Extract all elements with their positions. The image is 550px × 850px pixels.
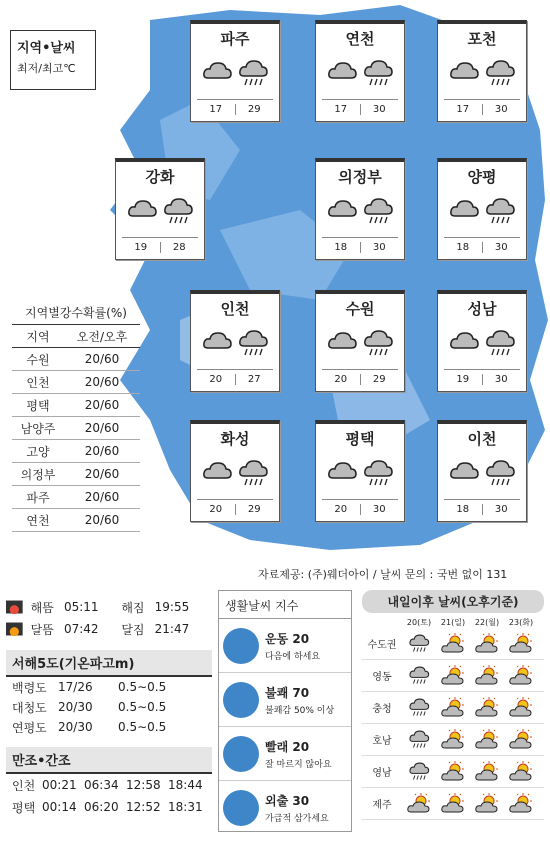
temp-max: 30: [494, 374, 508, 385]
forecast-cell: [402, 665, 436, 687]
sun-cloud-icon: [441, 793, 465, 815]
rain-cloud-icon: [484, 196, 516, 228]
sun-cloud-icon: [509, 793, 533, 815]
temp-max: 30: [372, 242, 386, 253]
future-forecast-panel: [362, 590, 544, 832]
temp-range: [197, 499, 273, 515]
sun-cloud-icon: [509, 697, 533, 719]
rain-region: 파주: [26, 490, 50, 505]
forecast-cell: [470, 729, 504, 751]
city-card: [437, 158, 527, 260]
city-name: 이천: [467, 430, 497, 448]
city-card: [437, 420, 527, 522]
legend-subtitle: 최저/최고℃: [17, 62, 76, 75]
weather-icons: [191, 58, 279, 92]
temp-range: [444, 237, 520, 253]
temp-min: 18: [444, 504, 483, 515]
forecast-cell: [504, 729, 538, 751]
rain-prob: 20/60: [84, 375, 120, 389]
wave-height: 0.5∼0.5: [118, 720, 167, 734]
future-region: 영남: [372, 768, 392, 779]
life-index-desc: 불쾌감 50% 이상: [265, 705, 335, 716]
city-name: 수원: [345, 300, 375, 318]
sun-cloud-icon: [475, 697, 499, 719]
shirt-icon: [223, 736, 259, 772]
rain-cloud-icon: [408, 729, 430, 751]
map-legend: [10, 30, 96, 90]
rain-cloud-icon: [408, 761, 430, 783]
life-index-item: [219, 781, 351, 835]
forecast-cell: [402, 729, 436, 751]
tide-time: 18:31: [168, 800, 203, 814]
temp-max: 27: [247, 374, 261, 385]
future-row: [362, 756, 544, 788]
temp-min: 18: [322, 242, 361, 253]
city-card: [190, 420, 280, 522]
city-card: [315, 158, 405, 260]
city-card: [315, 290, 405, 392]
sun-cloud-icon: [441, 729, 465, 751]
city-card: [437, 20, 527, 122]
rain-cloud-icon: [362, 58, 394, 90]
city-name: 연천: [345, 30, 375, 48]
weather-icons: [191, 328, 279, 362]
rain-region: 평택: [26, 398, 50, 413]
island-temp: 20/30: [58, 720, 93, 734]
weather-icons: [316, 58, 404, 92]
forecast-cell: [402, 793, 436, 815]
temp-min: 20: [322, 504, 361, 515]
rise-time: 07:42: [63, 622, 99, 636]
life-index-item: [219, 673, 351, 727]
temp-range: [444, 499, 520, 515]
cloud-icon: [448, 58, 480, 88]
future-region: 제주: [372, 800, 392, 811]
temp-min: 18: [444, 242, 483, 253]
rain-cloud-icon: [362, 328, 394, 360]
temp-min: 20: [322, 374, 361, 385]
temp-range: [444, 369, 520, 385]
wave-row: [6, 677, 212, 697]
temp-max: 30: [494, 504, 508, 515]
rain-table-row: [12, 417, 140, 440]
sun-cloud-icon: [509, 665, 533, 687]
city-card: [315, 420, 405, 522]
future-row: [362, 724, 544, 756]
future-region: 충청: [372, 704, 392, 715]
forecast-cell: [504, 633, 538, 655]
rain-head-ampm: 오전/오후: [76, 329, 128, 344]
future-region: 영동: [372, 672, 392, 683]
rain-prob: 20/60: [84, 421, 120, 435]
island-name: 대청도: [12, 700, 47, 715]
tide-time: 00:14: [42, 800, 77, 814]
weather-icons: [191, 458, 279, 492]
city-card: [190, 290, 280, 392]
cloud-icon: [201, 58, 233, 88]
rain-prob: 20/60: [84, 513, 120, 527]
forecast-cell: [436, 633, 470, 655]
future-row: [362, 788, 544, 820]
life-index-item: [219, 727, 351, 781]
future-date: 20(토): [406, 618, 432, 627]
moon-row: [6, 618, 212, 640]
tide-time: 12:58: [126, 778, 161, 792]
city-name: 파주: [220, 30, 250, 48]
rain-table-row: [12, 348, 140, 371]
cloud-icon: [448, 196, 480, 226]
weather-icons: [438, 458, 526, 492]
forecast-cell: [504, 793, 538, 815]
temp-range: [322, 369, 398, 385]
cloud-icon: [201, 458, 233, 488]
legend-title: 지역•날씨: [17, 41, 76, 56]
sun-cloud-icon: [441, 633, 465, 655]
temp-max: 30: [372, 104, 386, 115]
temp-range: [122, 237, 198, 253]
rain-cloud-icon: [484, 58, 516, 90]
weather-icons: [316, 196, 404, 230]
sun-cloud-icon: [441, 665, 465, 687]
temp-range: [444, 99, 520, 115]
temp-max: 30: [494, 104, 508, 115]
city-card: [115, 158, 205, 260]
temp-max: 29: [372, 374, 386, 385]
weather-icons: [438, 58, 526, 92]
temp-min: 20: [197, 374, 236, 385]
forecast-cell: [436, 665, 470, 687]
rain-table-row: [12, 486, 140, 509]
moonrise-icon: [6, 622, 23, 636]
city-name: 성남: [467, 300, 497, 318]
life-index-desc: 가급적 삼가세요: [265, 814, 329, 824]
life-index-item: [219, 619, 351, 673]
forecast-cell: [402, 761, 436, 783]
tide-time: 06:20: [84, 800, 119, 814]
rain-prob: 20/60: [84, 467, 120, 481]
cloud-icon: [448, 328, 480, 358]
tide-title: 만조•간조: [6, 747, 212, 774]
temp-range: [197, 369, 273, 385]
rain-table-row: [12, 371, 140, 394]
forecast-cell: [470, 697, 504, 719]
future-date: 22(월): [474, 618, 500, 627]
tide-row: [6, 796, 212, 818]
rain-cloud-icon: [408, 665, 430, 687]
life-title: 생활날씨 지수: [219, 591, 351, 619]
sun-cloud-icon: [441, 697, 465, 719]
rain-cloud-icon: [362, 458, 394, 490]
city-name: 화성: [220, 430, 250, 448]
island-name: 백령도: [12, 680, 47, 695]
sunrise-icon: [6, 600, 23, 614]
life-index-desc: 다음에 하세요: [265, 651, 321, 662]
rain-cloud-icon: [408, 633, 430, 655]
temp-min: 19: [122, 242, 161, 253]
forecast-cell: [470, 761, 504, 783]
forecast-cell: [436, 697, 470, 719]
forecast-cell: [504, 761, 538, 783]
tide-place: 인천: [12, 778, 36, 793]
set-time: 21:47: [154, 622, 190, 636]
temp-min: 17: [322, 104, 361, 115]
temp-max: 28: [172, 242, 186, 253]
sun-row: [6, 596, 212, 618]
forecast-cell: [504, 665, 538, 687]
rise-time: 05:11: [63, 600, 99, 614]
cloud-icon: [201, 328, 233, 358]
sun-cloud-icon: [509, 761, 533, 783]
tide-time: 00:21: [42, 778, 77, 792]
sun-cloud-icon: [509, 633, 533, 655]
forecast-cell: [436, 761, 470, 783]
temp-range: [322, 99, 398, 115]
temp-max: 29: [247, 504, 261, 515]
island-temp: 17/26: [58, 680, 93, 694]
set-time: 19:55: [154, 600, 190, 614]
running-icon: [223, 628, 259, 664]
rain-prob: 20/60: [84, 444, 120, 458]
face-icon: [223, 682, 259, 718]
sun-cloud-icon: [475, 793, 499, 815]
rain-region: 인천: [26, 375, 50, 390]
city-card: [315, 20, 405, 122]
forecast-cell: [470, 793, 504, 815]
temp-min: 17: [444, 104, 483, 115]
rain-region: 수원: [26, 352, 50, 367]
rise-label: 달뜸: [30, 622, 54, 637]
city-name: 인천: [220, 300, 250, 318]
weather-icons: [438, 196, 526, 230]
tide-time: 18:44: [168, 778, 203, 792]
future-row: [362, 628, 544, 660]
person-icon: [223, 790, 259, 826]
rise-label: 해뜸: [30, 600, 54, 615]
sun-cloud-icon: [441, 761, 465, 783]
rain-head-region: 지역: [26, 329, 50, 344]
rain-table-title: 지역별강수확률(%): [12, 304, 140, 325]
temp-max: 30: [372, 504, 386, 515]
city-name: 포천: [467, 30, 497, 48]
rain-cloud-icon: [162, 196, 194, 228]
temp-range: [322, 237, 398, 253]
cloud-icon: [448, 458, 480, 488]
wave-height: 0.5∼0.5: [118, 700, 167, 714]
set-label: 해짐: [121, 600, 145, 615]
forecast-cell: [436, 729, 470, 751]
forecast-cell: [470, 665, 504, 687]
rain-region: 연천: [26, 513, 50, 528]
future-region: 호남: [372, 736, 392, 747]
rain-region: 의정부: [20, 467, 56, 482]
future-date: 23(화): [508, 618, 534, 627]
temp-min: 17: [197, 104, 236, 115]
temp-min: 19: [444, 374, 483, 385]
city-card: [190, 20, 280, 122]
weather-icons: [116, 196, 204, 230]
rain-table-row: [12, 394, 140, 417]
forecast-cell: [470, 633, 504, 655]
wave-row: [6, 717, 212, 737]
city-name: 양평: [467, 168, 497, 186]
sun-tide-panel: [6, 596, 212, 818]
life-index-panel: [218, 590, 352, 832]
life-index-name: 불쾌 70: [265, 685, 310, 700]
cloud-icon: [326, 58, 358, 88]
rain-cloud-icon: [237, 58, 269, 90]
sun-cloud-icon: [475, 729, 499, 751]
city-card: [437, 290, 527, 392]
island-name: 연평도: [12, 720, 47, 735]
data-source: 자료제공: (주)웨더아이 / 날씨 문의 : 국번 없이 131: [258, 568, 508, 581]
sun-cloud-icon: [475, 665, 499, 687]
temp-range: [197, 99, 273, 115]
future-region: 수도권: [367, 640, 397, 651]
life-index-name: 외출 30: [265, 794, 310, 808]
wave-row: [6, 697, 212, 717]
rain-region: 남양주: [20, 421, 56, 436]
rain-table-row: [12, 440, 140, 463]
rain-cloud-icon: [484, 328, 516, 360]
future-title: 내일이후 날씨(오후기준): [362, 590, 544, 613]
island-temp: 20/30: [58, 700, 93, 714]
tide-row: [6, 774, 212, 796]
weather-icons: [316, 458, 404, 492]
rain-region: 고양: [26, 444, 50, 459]
weather-icons: [438, 328, 526, 362]
city-name: 평택: [345, 430, 375, 448]
sun-cloud-icon: [407, 793, 431, 815]
future-row: [362, 660, 544, 692]
temp-max: 29: [247, 104, 261, 115]
sun-cloud-icon: [509, 729, 533, 751]
tide-place: 평택: [12, 800, 36, 815]
cloud-icon: [326, 458, 358, 488]
set-label: 달짐: [121, 622, 145, 637]
rain-table-row: [12, 509, 140, 532]
temp-range: [322, 499, 398, 515]
rain-cloud-icon: [237, 328, 269, 360]
rain-cloud-icon: [237, 458, 269, 490]
waves-title: 서해5도(기온파고m): [6, 650, 212, 677]
rain-prob: 20/60: [84, 490, 120, 504]
city-name: 의정부: [338, 168, 382, 186]
life-index-desc: 잘 마르지 않아요: [265, 759, 332, 770]
cloud-icon: [126, 196, 158, 226]
rain-table-header: [12, 325, 140, 348]
sun-cloud-icon: [475, 761, 499, 783]
future-row: [362, 692, 544, 724]
rain-cloud-icon: [408, 697, 430, 719]
sun-cloud-icon: [475, 633, 499, 655]
life-index-name: 빨래 20: [265, 739, 310, 754]
cloud-icon: [326, 328, 358, 358]
rain-prob: 20/60: [84, 398, 120, 412]
rain-prob: 20/60: [84, 352, 120, 366]
rain-cloud-icon: [484, 458, 516, 490]
weather-icons: [316, 328, 404, 362]
forecast-cell: [402, 697, 436, 719]
temp-min: 20: [197, 504, 236, 515]
tide-time: 06:34: [84, 778, 119, 792]
wave-height: 0.5∼0.5: [118, 680, 167, 694]
future-date: 21(일): [440, 618, 466, 627]
forecast-cell: [402, 633, 436, 655]
temp-max: 30: [494, 242, 508, 253]
city-name: 강화: [145, 168, 175, 186]
forecast-cell: [504, 697, 538, 719]
tide-time: 12:52: [126, 800, 161, 814]
forecast-cell: [436, 793, 470, 815]
rain-probability-table: [12, 304, 140, 532]
life-index-name: 운동 20: [265, 631, 310, 646]
rain-cloud-icon: [362, 196, 394, 228]
rain-table-row: [12, 463, 140, 486]
cloud-icon: [326, 196, 358, 226]
